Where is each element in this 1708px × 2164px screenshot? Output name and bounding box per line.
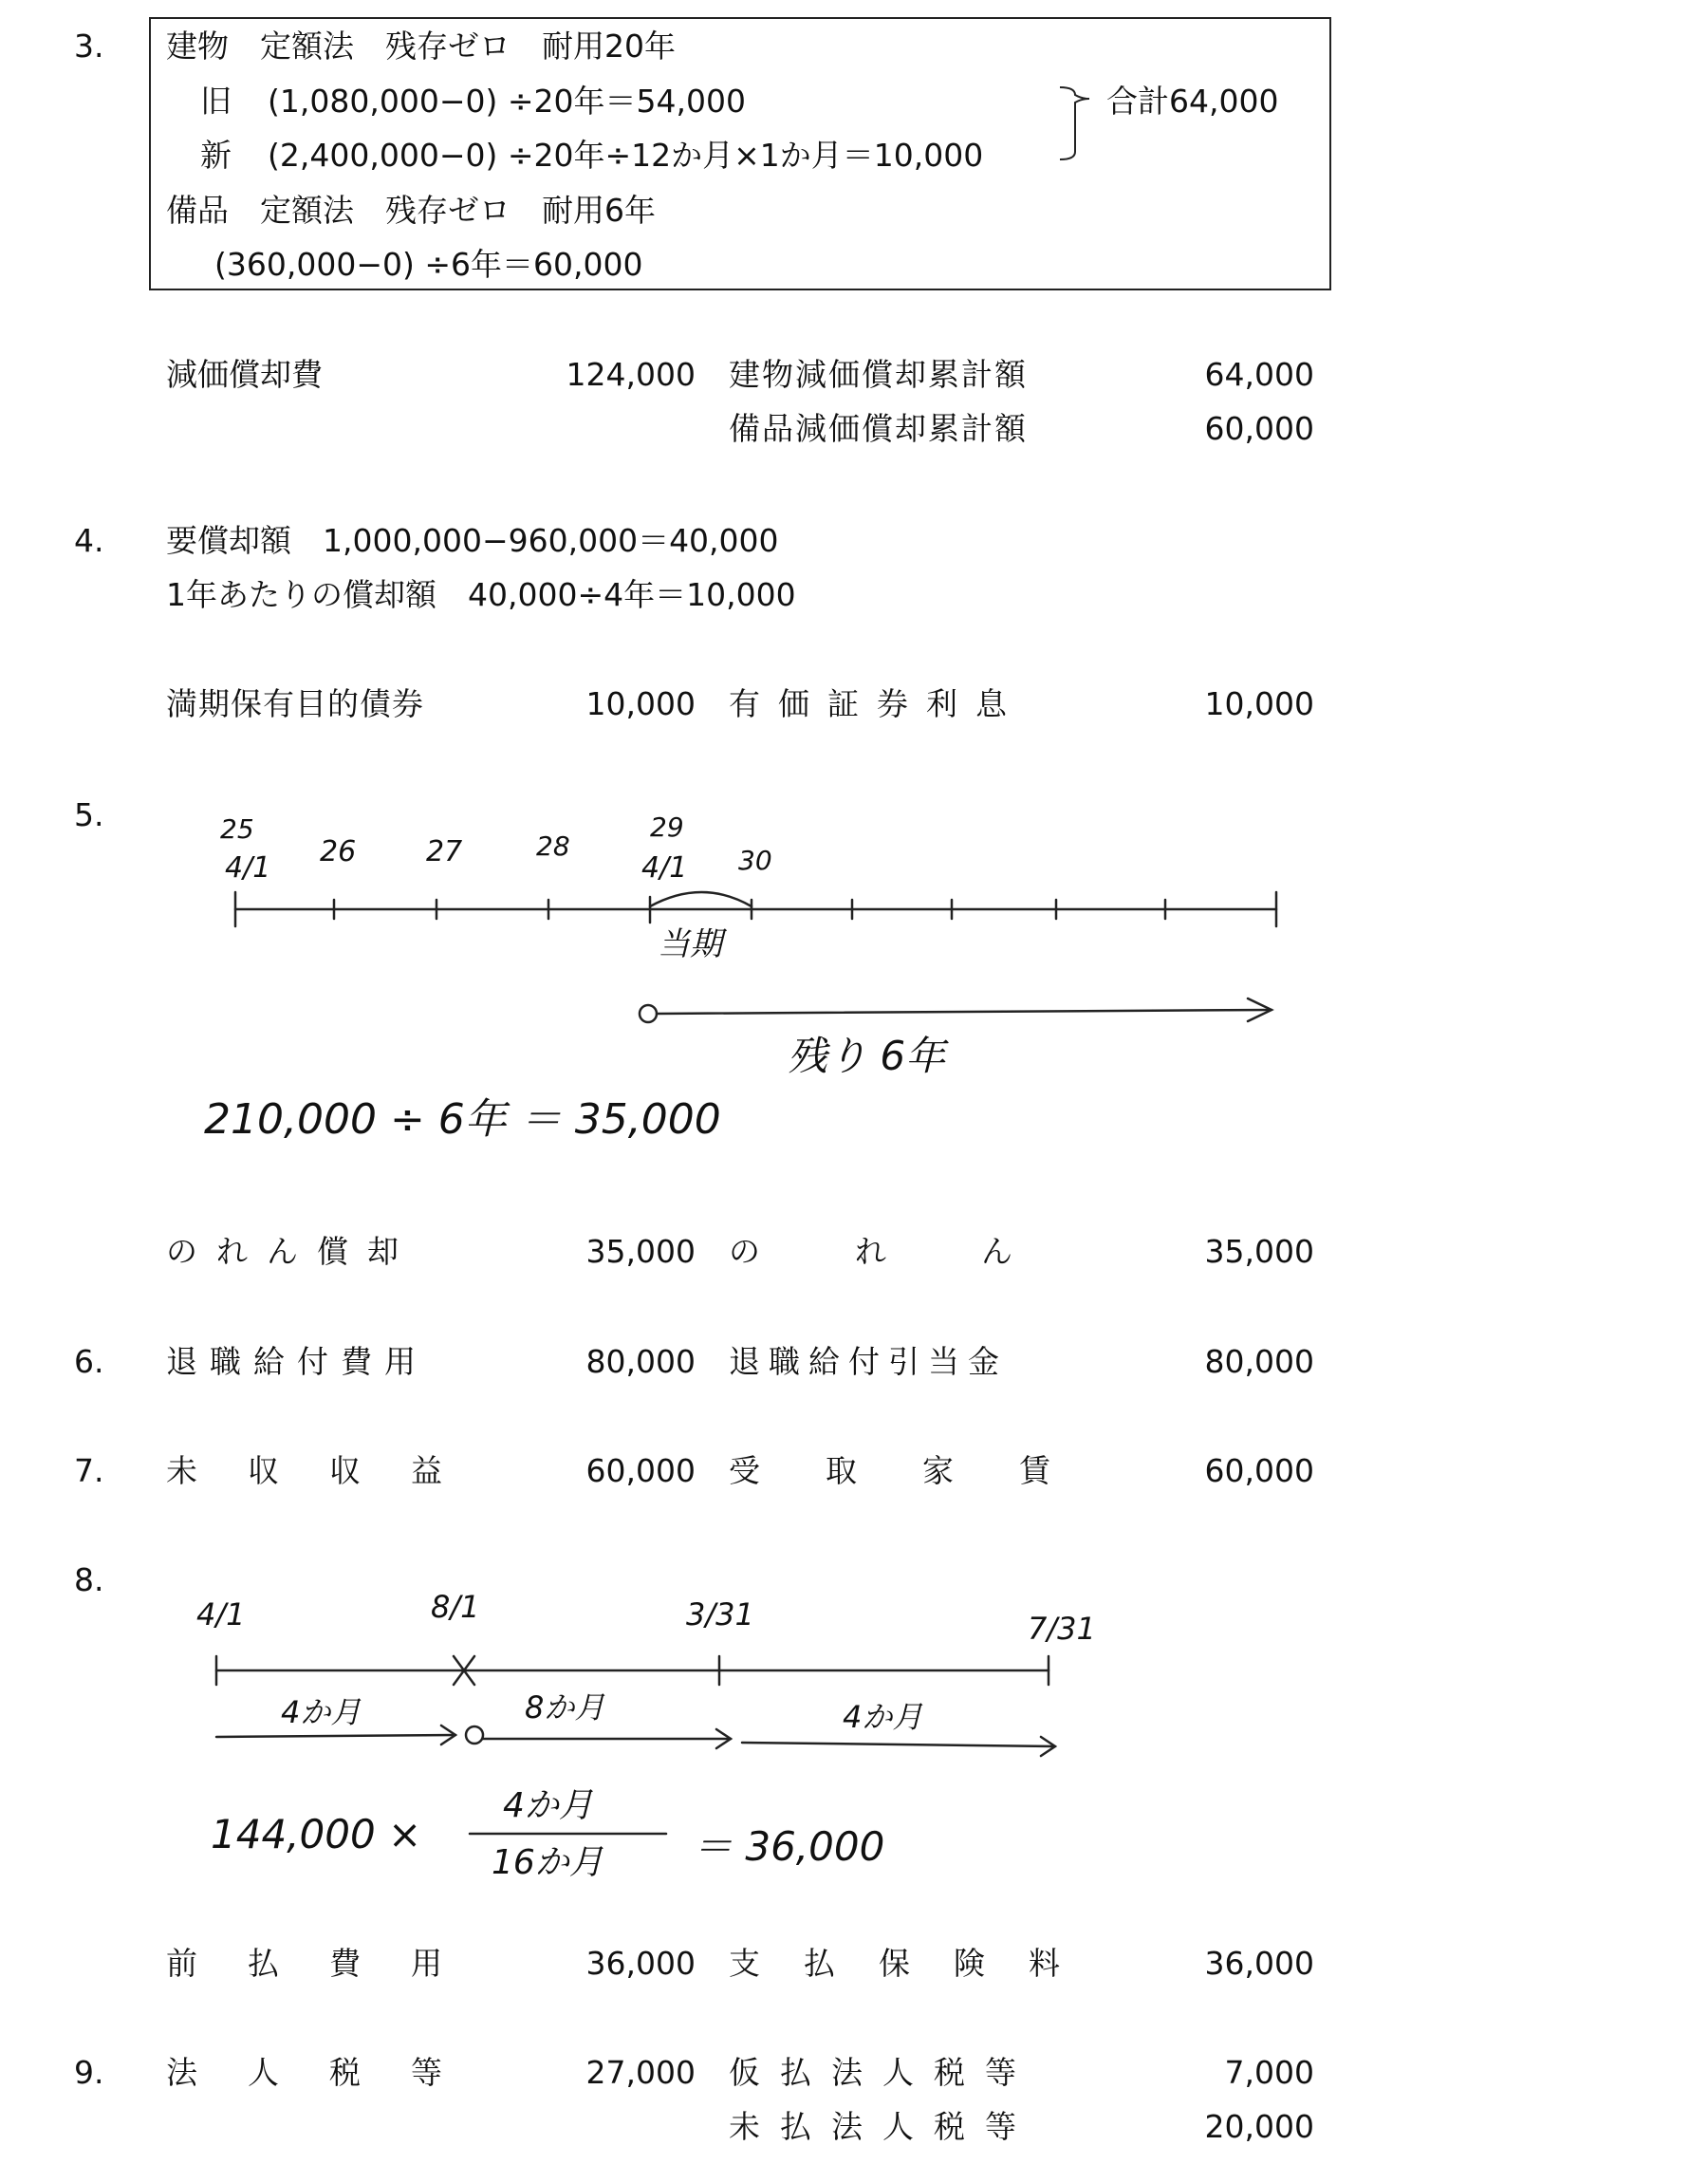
date-7-31: 7/31 [1028, 1611, 1096, 1647]
current-period-arc [650, 892, 752, 906]
entry3-debit-amount: 124,000 [566, 356, 696, 393]
item8-credit-account: 支払保険料 [729, 1945, 1104, 1982]
arrowhead-icon [441, 1726, 455, 1744]
date-8-1: 8/1 [431, 1589, 480, 1625]
item5-debit-amount: 35,000 [585, 1233, 696, 1270]
start-circle-icon [466, 1726, 483, 1744]
segment-2-label: 8か月 [525, 1689, 605, 1726]
item4-credit-amount: 10,000 [1204, 685, 1314, 722]
item4-credit-account: 有価証券利息 [729, 685, 1025, 722]
remaining-years-label: 残り 6年 [788, 1033, 946, 1079]
item-number-4: 4. [74, 522, 104, 559]
fraction-numerator: 4か月 [503, 1786, 593, 1825]
item6-credit-amount: 80,000 [1204, 1343, 1314, 1380]
remaining-arrow [657, 1010, 1272, 1014]
item7-debit-account: 未収収益 [166, 1452, 492, 1489]
arrowhead-icon [716, 1729, 731, 1748]
item9-credit1-account: 仮払法人税等 [729, 2054, 1036, 2091]
item7-debit-amount: 60,000 [585, 1452, 696, 1489]
goodwill-calc: 210,000 ÷ 6年 ＝ 35,000 [204, 1095, 721, 1144]
item5-debit-account: のれん償却 [166, 1233, 418, 1270]
seg1-arrow [216, 1735, 455, 1737]
item6-credit-account: 退職給付引当金 [729, 1343, 1008, 1380]
tick-label-28: 28 [536, 830, 570, 862]
tick-date-25: 4/1 [225, 851, 271, 885]
arrowhead-icon [1041, 1737, 1055, 1756]
item9-credit1-amount: 7,000 [1224, 2054, 1314, 2091]
item4-line2: 1年あたりの償却額 40,000÷4年＝10,000 [166, 576, 796, 613]
box3-equipment-calc: (360,000−0) ÷6年＝60,000 [214, 246, 643, 283]
item7-credit-account: 受取家賃 [729, 1452, 1116, 1489]
item-number-9: 9. [74, 2054, 104, 2091]
box3-new-label: 新 [200, 137, 232, 174]
fraction-denominator: 16か月 [492, 1843, 603, 1882]
item6-debit-amount: 80,000 [585, 1343, 696, 1380]
entry3-debit-text: 減価償却費 [166, 356, 323, 393]
tick-label-27: 27 [426, 835, 463, 868]
item-number-6: 6. [74, 1343, 104, 1380]
item8-credit-amount: 36,000 [1204, 1945, 1314, 1982]
box3-old-calc: (1,080,000−0) ÷20年＝54,000 [268, 83, 746, 120]
item5-credit-amount: 35,000 [1204, 1233, 1314, 1270]
entry3-credit1-account: 建物減価償却累計額 [729, 356, 1028, 393]
item-number-8: 8. [74, 1561, 104, 1598]
box3-new-calc: (2,400,000−0) ÷20年÷12か月×1か月＝10,000 [268, 137, 984, 174]
start-circle-icon [640, 1005, 657, 1022]
box3-equipment-line: 備品 定額法 残存ゼロ 耐用6年 [166, 192, 656, 229]
box3-building-line: 建物 定額法 残存ゼロ 耐用20年 [166, 28, 676, 65]
prepaid-calc-left: 144,000 × [211, 1811, 422, 1857]
date-4-1: 4/1 [196, 1596, 246, 1632]
entry3-debit-spread [166, 356, 446, 393]
item5-credit-account [729, 1233, 1107, 1270]
item9-debit-account: 法人税等 [166, 2054, 492, 2091]
box3-total: 合計64,000 [1106, 83, 1279, 120]
item-number-7: 7. [74, 1452, 104, 1489]
prepaid-calc-right: ＝ 36,000 [693, 1823, 885, 1870]
entry3-debit-account [166, 356, 446, 393]
timeline8-cross [454, 1656, 474, 1685]
seg3-arrow [742, 1743, 1055, 1746]
tick-label-29: 29 [650, 812, 684, 843]
entry3-credit2-amount: 60,000 [1204, 410, 1314, 447]
item8-debit-amount: 36,000 [585, 1945, 696, 1982]
box3-old-label: 旧 [200, 83, 232, 120]
item9-credit2-account: 未払法人税等 [729, 2108, 1036, 2145]
entry3-credit1-amount: 64,000 [1204, 356, 1314, 393]
item5-credit-spread [729, 1233, 1107, 1270]
current-period-label: 当期 [658, 925, 722, 963]
arrowhead-icon [1248, 998, 1272, 1021]
tick-label-26: 26 [320, 835, 357, 868]
tick-label-25: 25 [220, 813, 254, 845]
item4-line1: 要償却額 1,000,000−960,000＝40,000 [166, 522, 779, 559]
item4-debit-account: 満期保有目的債券 [166, 685, 424, 722]
item-number-3: 3. [74, 28, 104, 65]
item-number-5: 5. [74, 796, 104, 833]
date-3-31: 3/31 [686, 1596, 754, 1632]
item9-credit2-amount: 20,000 [1204, 2108, 1314, 2145]
tick-date-29: 4/1 [641, 851, 688, 885]
item8-debit-account: 前払費用 [166, 1945, 492, 1982]
item6-debit-account: 退職給付費用 [166, 1343, 428, 1380]
segment-3-label: 4か月 [843, 1699, 923, 1735]
item5-credit-text: のれん [729, 1233, 1107, 1270]
segment-1-label: 4か月 [281, 1694, 362, 1730]
timeline8-cross [454, 1656, 474, 1685]
tick-label-30: 30 [738, 845, 772, 876]
item9-debit-amount: 27,000 [585, 2054, 696, 2091]
item7-credit-amount: 60,000 [1204, 1452, 1314, 1489]
item4-debit-amount: 10,000 [585, 685, 696, 722]
entry3-credit2-account: 備品減価償却累計額 [729, 410, 1028, 447]
